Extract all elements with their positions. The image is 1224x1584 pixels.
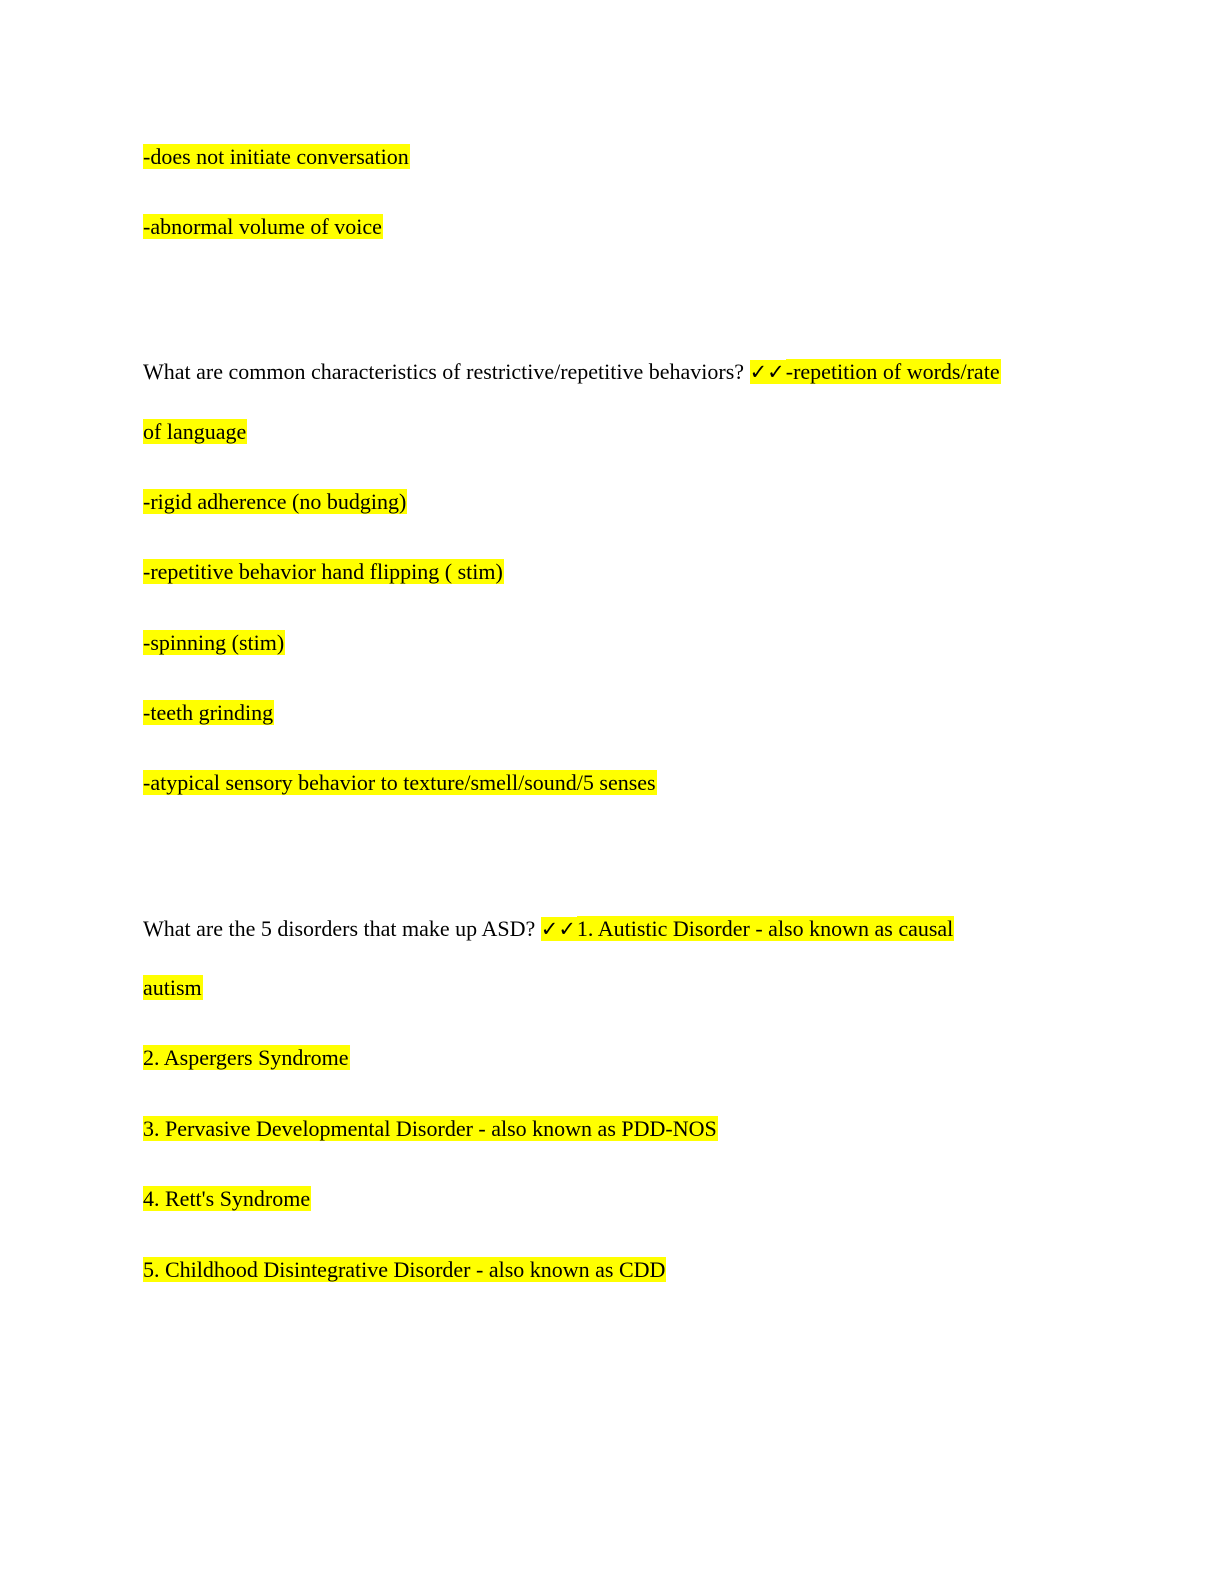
highlighted-text: 2. Aspergers Syndrome [143, 1045, 349, 1070]
answer-line [143, 973, 203, 1003]
answer-line [143, 487, 407, 517]
answer-line [143, 768, 657, 798]
answer-line [143, 628, 285, 658]
checkmark-icon: ✓✓ [749, 360, 785, 384]
answer-line [143, 417, 247, 447]
highlighted-text: -atypical sensory behavior to texture/smell/sound/5 senses [143, 770, 656, 795]
answer-line [143, 698, 274, 728]
answer-line [143, 142, 410, 172]
answer-line [143, 212, 383, 242]
answer-line [143, 1114, 718, 1144]
highlighted-text: -does not initiate conversation [143, 144, 409, 169]
highlighted-text: 3. Pervasive Developmental Disorder - also known as PDD-NOS [143, 1116, 717, 1141]
answer-line [143, 1184, 311, 1214]
highlighted-text: -teeth grinding [143, 700, 274, 725]
question-text: What are common characteristics of restrictive/repetitive behaviors? [143, 359, 750, 384]
answer-line [143, 1255, 666, 1285]
question-line [143, 914, 954, 944]
question-line [143, 357, 1001, 387]
highlighted-text: autism [143, 975, 202, 1000]
highlighted-text: 5. Childhood Disintegrative Disorder - also known as CDD [143, 1257, 666, 1282]
highlighted-text: of language [143, 419, 247, 444]
highlighted-text: -abnormal volume of voice [143, 214, 382, 239]
highlighted-text: -repetition of words/rate [785, 359, 1000, 384]
highlighted-text: -repetitive behavior hand flipping ( stim) [143, 559, 503, 584]
highlighted-text: 4. Rett's Syndrome [143, 1186, 311, 1211]
highlighted-text: -spinning (stim) [143, 630, 285, 655]
highlighted-text: -rigid adherence (no budging) [143, 489, 407, 514]
checkmark-icon: ✓✓ [540, 917, 576, 941]
highlighted-text: 1. Autistic Disorder - also known as causal [576, 916, 954, 941]
question-text: What are the 5 disorders that make up ASD? [143, 916, 541, 941]
answer-line [143, 557, 504, 587]
answer-line [143, 1043, 350, 1073]
